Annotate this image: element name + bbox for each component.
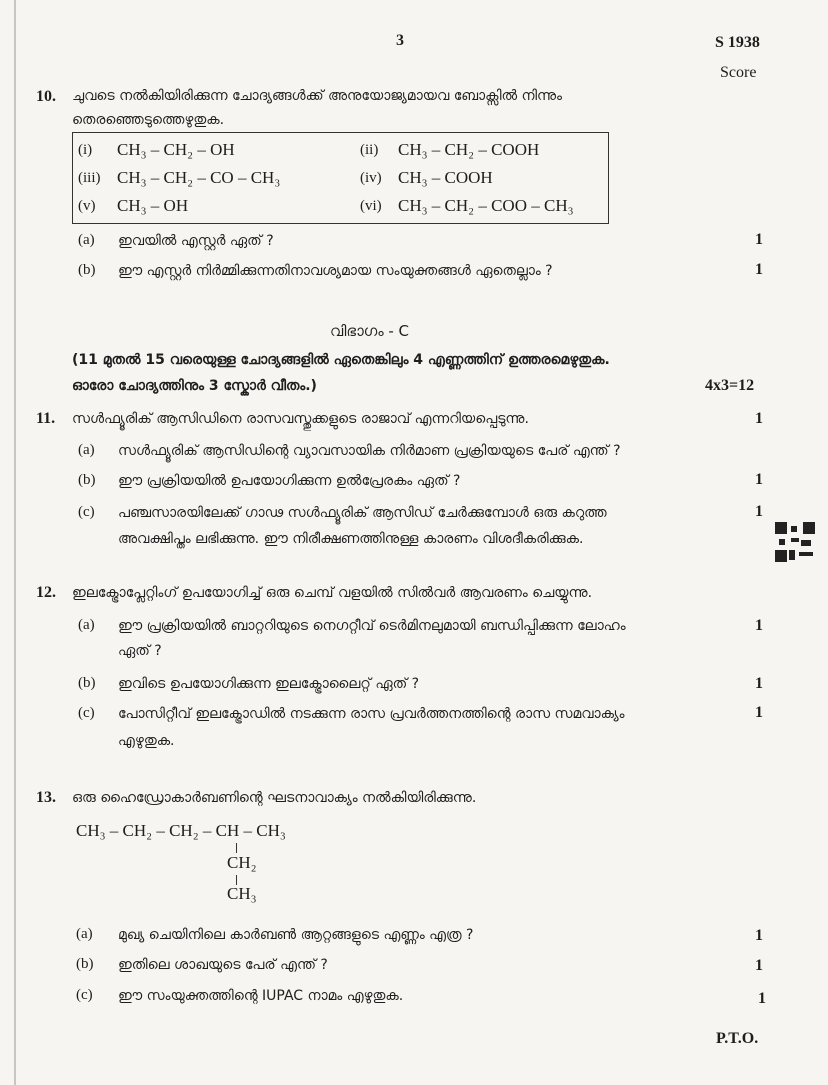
q10b-text: ഈ എസ്റ്റർ നിർമ്മിക്കുന്നതിനാവശ്യമായ സംയുക്തങ്ങൾ ഏതെല്ലാം ?: [118, 263, 553, 279]
q11b-text: ഈ പ്രക്രിയയിൽ ഉപയോഗിക്കുന്ന ഉൽപ്രേരകം ഏത് ?: [118, 473, 461, 489]
structural-formula-branch1: CH₂: [227, 853, 257, 872]
q12b-label: (b): [78, 675, 96, 691]
q11a-text: സൾഫ്യൂരിക് ആസിഡിന്റെ വ്യാവസായിക നിർമാണ പ്രക്രിയയുടെ പേര് എന്ത് ?: [118, 443, 621, 459]
q10a-text: ഇവയിൽ എസ്റ്റർ ഏത് ?: [118, 233, 274, 249]
q13a-score: 1: [755, 927, 763, 944]
q10a-label: (a): [78, 232, 95, 248]
q11-score: 1: [755, 410, 763, 427]
option-label: (ii): [360, 142, 379, 158]
q12c-line2: എഴുതുക.: [118, 733, 175, 749]
section-instruction-2: ഓരോ ചോദ്യത്തിനും 3 സ്കോർ വീതം.): [72, 378, 317, 394]
option-label: (iv): [360, 170, 382, 186]
q13b-label: (b): [76, 956, 94, 972]
page-number: 3: [396, 32, 404, 49]
pto-note: P.T.O.: [716, 1030, 759, 1047]
q13-number: 13.: [36, 789, 56, 806]
q10a-score: 1: [755, 231, 763, 248]
option-formula: CH₃ – COOH: [398, 168, 493, 187]
page-edge: [14, 0, 16, 1085]
q13c-text: ഈ സംയുക്തത്തിന്റെ IUPAC നാമം എഴുതുക.: [118, 988, 404, 1004]
q11-text: സൾഫ്യൂരിക് ആസിഡിനെ രാസവസ്തുക്കളുടെ രാജാവ് എന്നറിയപ്പെടുന്നു.: [72, 411, 529, 427]
option-formula: CH₃ – OH: [117, 196, 189, 215]
qr-code: [775, 522, 815, 562]
paper-code: S 1938: [715, 34, 760, 51]
q10-line2: തെരഞ്ഞെടുത്തെഴുതുക.: [72, 112, 225, 128]
q12a-line2: ഏത് ?: [118, 643, 162, 659]
q13a-label: (a): [76, 926, 93, 942]
q12a-label: (a): [78, 617, 95, 633]
q11c-label: (c): [78, 504, 95, 520]
structural-formula-main: CH₃ – CH₂ – CH₂ – CH – CH₃: [76, 821, 286, 840]
q13-text: ഒരു ഹൈഡ്രോകാർബണിന്റെ ഘടനാവാക്യം നൽകിയിരിക്കുന്നു.: [72, 790, 477, 806]
q13b-text: ഇതിലെ ശാഖയുടെ പേര് എന്ത് ?: [118, 957, 328, 973]
option-formula: CH₃ – CH₂ – OH: [117, 140, 235, 159]
q11b-label: (b): [78, 472, 96, 488]
q12a-line1: ഈ പ്രക്രിയയിൽ ബാറ്ററിയുടെ നെഗറ്റീവ് ടെർമിനലുമായി ബന്ധിപ്പിക്കുന്ന ലോഹം: [118, 618, 626, 634]
bond-line: [236, 843, 237, 853]
option-formula: CH₃ – CH₂ – COO – CH₃: [398, 196, 574, 215]
q10b-score: 1: [755, 261, 763, 278]
section-marks: 4x3=12: [705, 377, 755, 394]
option-label: (i): [78, 142, 93, 158]
q11c-line1: പഞ്ചസാരയിലേക്ക് ഗാഢ സൾഫ്യൂരിക് ആസിഡ് ചേർക്കുമ്പോൾ ഒരു കറുത്ത: [118, 505, 607, 521]
q12b-text: ഇവിടെ ഉപയോഗിക്കുന്ന ഇലക്ട്രോലൈറ്റ് ഏത് ?: [118, 676, 420, 692]
q10-line1: ചുവടെ നൽകിയിരിക്കുന്ന ചോദ്യങ്ങൾക്ക് അനുയോജ്യമായവ ബോക്സിൽ നിന്നും: [72, 88, 562, 104]
q12c-score: 1: [755, 704, 763, 721]
q13a-text: മുഖ്യ ചെയിനിലെ കാർബൺ ആറ്റങ്ങളുടെ എണ്ണം എത്ര ?: [118, 927, 474, 943]
q13c-score: 1: [758, 990, 766, 1007]
q13b-score: 1: [755, 957, 763, 974]
structural-formula-branch2: CH₃: [227, 884, 257, 903]
q10-number: 10.: [36, 88, 56, 105]
option-label: (vi): [360, 198, 382, 214]
score-heading: Score: [720, 64, 757, 81]
section-instruction-1: (11 മുതൽ 15 വരെയുള്ള ചോദ്യങ്ങളിൽ ഏതെങ്കിലും 4 എണ്ണത്തിന് ഉത്തരമെഴുതുക.: [72, 352, 610, 368]
section-title: വിഭാഗം - C: [330, 322, 410, 340]
q11c-score: 1: [755, 503, 763, 520]
q11-number: 11.: [36, 410, 56, 427]
q12-number: 12.: [36, 584, 56, 601]
q12a-score: 1: [755, 617, 763, 634]
option-label: (v): [78, 198, 96, 214]
q11b-score: 1: [755, 471, 763, 488]
q11c-line2: അവക്ഷിപ്തം ലഭിക്കുന്നു. ഈ നിരീക്ഷണത്തിനുള്ള കാരണം വിശദീകരിക്കുക.: [118, 531, 584, 547]
q11a-label: (a): [78, 442, 95, 458]
q12c-label: (c): [78, 705, 95, 721]
q13c-label: (c): [76, 987, 93, 1003]
option-label: (iii): [78, 170, 101, 186]
q12b-score: 1: [755, 675, 763, 692]
q12-text: ഇലക്ട്രോപ്ലേറ്റിംഗ് ഉപയോഗിച്ച് ഒരു ചെമ്പ് വളയിൽ സിൽവർ ആവരണം ചെയ്യുന്നു.: [72, 585, 593, 601]
option-formula: CH₃ – CH₂ – CO – CH₃: [117, 168, 281, 187]
option-formula: CH₃ – CH₂ – COOH: [398, 140, 540, 159]
q12c-line1: പോസിറ്റീവ് ഇലക്ട്രോഡിൽ നടക്കുന്ന രാസ പ്രവർത്തനത്തിന്റെ രാസ സമവാക്യം: [118, 706, 625, 722]
q10b-label: (b): [78, 262, 96, 278]
